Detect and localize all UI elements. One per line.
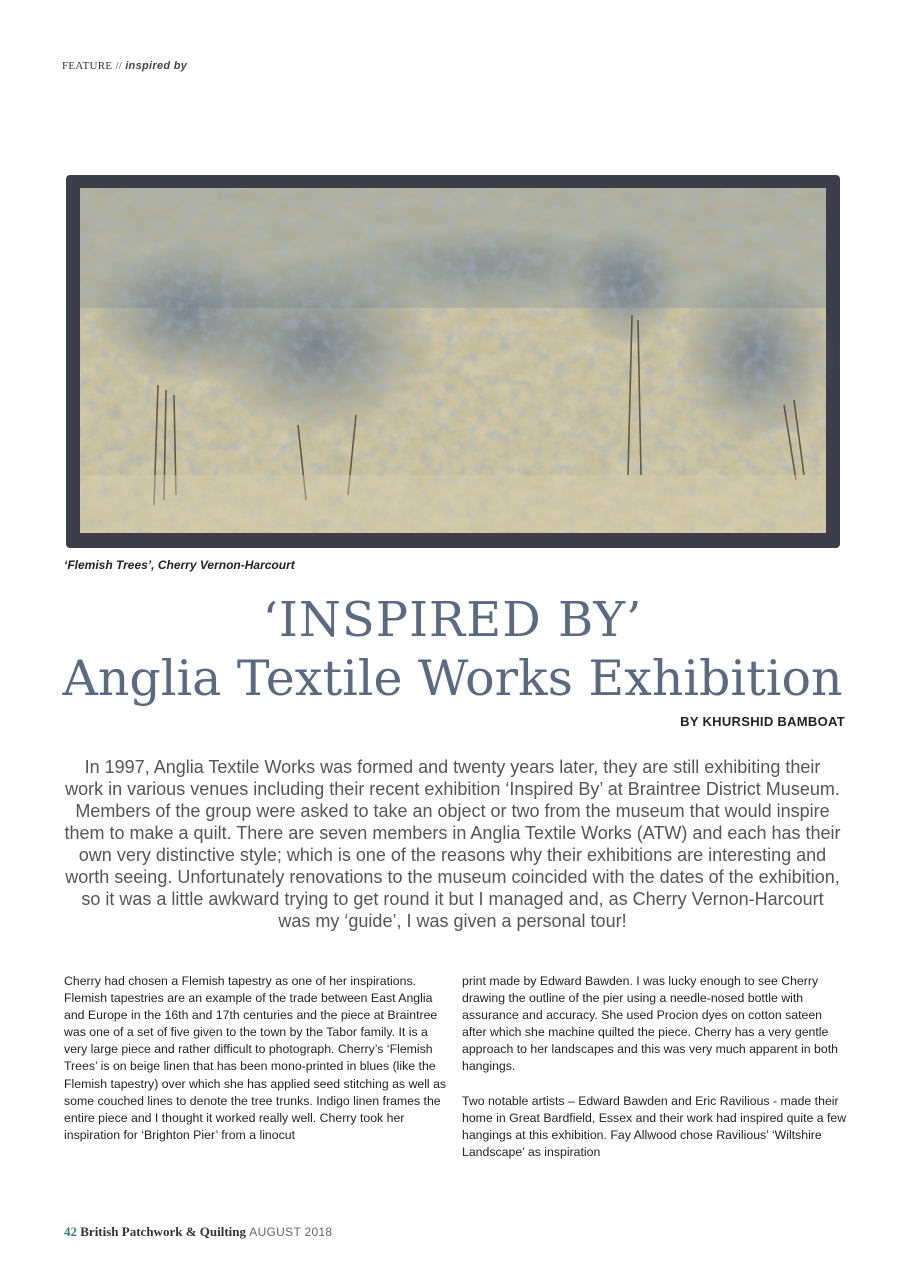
photo-caption: ‘Flemish Trees’, Cherry Vernon-Harcourt xyxy=(64,558,295,572)
section-separator: // xyxy=(112,60,126,72)
standfirst-paragraph: In 1997, Anglia Textile Works was formed and twenty years later, they are still exhibiting their work in various venues including their recent exhibition ‘Inspired By’ at Braintree District Museum. Members of the group were asked to take an object or two from the museum that would inspire them to make a quilt. There are seven members in Anglia Textile Works (ATW) and each has their own very distinctive style; which is one of the reasons why their exhibitions are interesting and worth seeing. Unfortunately renovations to the museum coincided with the dates of the exhibition, so it was a little awkward trying to get round it but I managed and, as Cherry Vernon-Harcourt was my ‘guide’, I was given a personal tour! xyxy=(64,757,841,931)
issue-date: AUGUST 2018 xyxy=(249,1225,333,1239)
body-paragraph: Two notable artists – Edward Bawden and Eric Ravilious - made their home in Great Bardfield, Essex and their work had inspired quite a few hangings at this exhibition. Fay Allwood chose Ravilious’ ‘Wiltshire Landscape’ as inspiration xyxy=(462,1093,847,1159)
magazine-title: British Patchwork & Quilting xyxy=(80,1224,247,1239)
body-column-left xyxy=(64,973,449,1144)
section-label: FEATURE xyxy=(62,60,113,72)
page-number: 42 xyxy=(64,1224,77,1239)
page-footer xyxy=(64,1224,332,1240)
body-paragraph: Cherry had chosen a Flemish tapestry as one of her inspirations. Flemish tapestries are an example of the trade between East Anglia and Europe in the 16th and 17th centuries and the piece at Braintree was one of a set of five given to the town by the Tabor family. It is a very large piece and rather difficult to photograph. Cherry’s ‘Flemish Trees’ is on beige linen that has been mono-printed in blues (like the Flemish tapestry) over which she has applied seed stitching as well as some couched lines to denote the tree trunks. Indigo linen frames the entire piece and I thought it worked really well. Cherry took her inspiration for ‘Brighton Pier’ from a linocut xyxy=(64,974,447,1142)
running-head xyxy=(62,60,187,72)
quilt-photo-icon xyxy=(66,175,840,548)
headline-line-2: Anglia Textile Works Exhibition xyxy=(62,650,843,707)
byline: BY KHURSHID BAMBOAT xyxy=(680,714,845,729)
body-paragraph: print made by Edward Bawden. I was lucky enough to see Cherry drawing the outline of the pier using a needle-nosed bottle with assurance and accuracy. She used Procion dyes on cotton sateen after which she machine quilted the piece. Cherry has a very gentle approach to her landscapes and this was very much apparent in both hangings. xyxy=(462,974,838,1074)
headline-line-1: ‘INSPIRED BY’ xyxy=(262,592,643,648)
body-column-right xyxy=(462,973,847,1161)
subsection-label: inspired by xyxy=(125,60,188,72)
